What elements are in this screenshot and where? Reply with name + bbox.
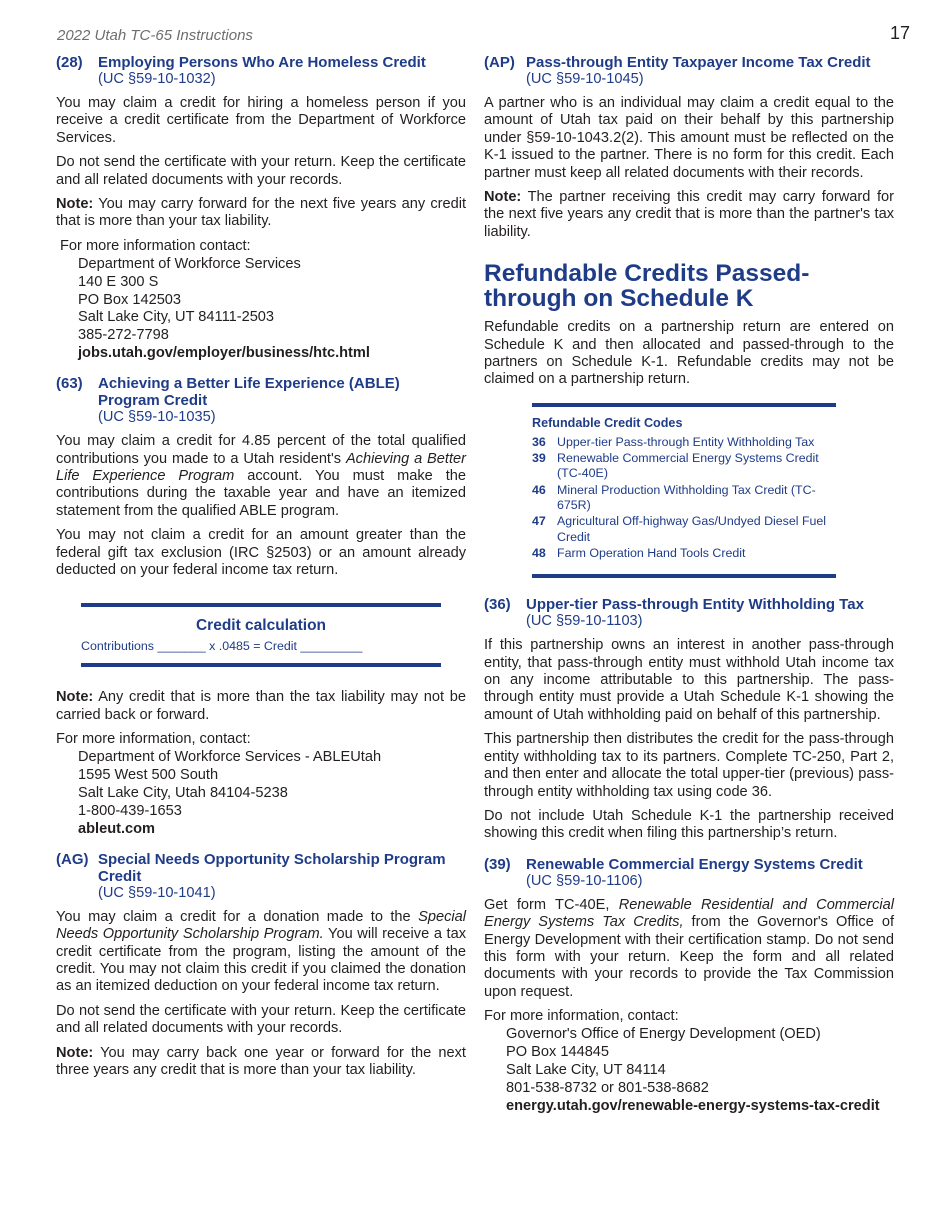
section-code: (28): [56, 54, 83, 71]
contact-line: Governor's Office of Energy Development (OED): [506, 1026, 821, 1043]
text-run: account. You must make the contributions during the taxable year and have an itemized statement from the qualified ABLE program.: [56, 468, 466, 519]
note: [484, 189, 894, 241]
contact-intro: For more information contact:: [60, 237, 251, 254]
section-title-line: Program Credit: [98, 392, 208, 410]
code-label: Renewable Commercial Energy Systems Credit (TC-40E): [557, 451, 819, 481]
code-number: 47: [532, 514, 546, 529]
paragraph: A partner who is an individual may claim a credit equal to the amount of Utah tax paid on their behalf by this partnership under §59-10-1043.2(2). This amount must be reflected on the K-1 issued to the partner. There is no form for this credit. Each partner must keep all related documents with their records.: [484, 95, 894, 181]
note: [56, 1045, 466, 1080]
paragraph: Do not send the certificate with your return. Keep the certificate and all related documents with your records.: [56, 1002, 466, 1037]
note-text: Any credit that is more than the tax liability may not be carried back or forward.: [56, 689, 466, 723]
contact-line: PO Box 142503: [78, 291, 182, 308]
note-label: Note:: [56, 1044, 94, 1061]
section-heading-homeless: [56, 54, 466, 71]
code-number: 46: [532, 482, 546, 497]
codes-title: Refundable Credit Codes: [532, 415, 683, 430]
section-title-line: Special Needs Opportunity Scholarship Program: [98, 850, 446, 868]
text-run: Get form TC-40E,: [484, 896, 619, 913]
code-label: Farm Operation Hand Tools Credit: [557, 545, 746, 560]
section-code: (39): [484, 855, 511, 873]
section-heading-able: [56, 375, 466, 409]
section-title: Upper-tier Pass-through Entity Withholding Tax: [526, 596, 864, 614]
paragraph: [56, 909, 466, 996]
code-row: [532, 435, 836, 450]
code-row: [532, 514, 836, 545]
contact-block: [60, 238, 466, 363]
contact-line: Department of Workforce Services - ABLEUtah: [78, 749, 382, 766]
section-code: (36): [484, 596, 511, 614]
code-number: 36: [532, 434, 546, 449]
section-title-line: Achieving a Better Life Experience (ABLE): [98, 375, 400, 393]
section-citation: (UC §59-10-1103): [526, 613, 643, 630]
code-row: [532, 546, 836, 561]
section-code: (AG): [56, 850, 89, 868]
section-citation: (UC §59-10-1035): [98, 409, 216, 426]
calc-formula: Contributions _______ x .0485 = Credit _________: [81, 639, 363, 654]
section-title-line: Credit: [98, 867, 142, 885]
section-code: (63): [56, 375, 83, 393]
section-heading-ap: [484, 54, 894, 71]
paragraph: [56, 433, 466, 520]
contact-block: [484, 1008, 894, 1115]
note-text: You may carry forward for the next five years any credit that is more than your tax liability.: [56, 196, 466, 230]
contact-line: Salt Lake City, UT 84114: [506, 1061, 666, 1078]
section-title: Renewable Commercial Energy Systems Credit: [526, 855, 863, 873]
contact-line: Salt Lake City, UT 84111-2503: [78, 309, 275, 326]
note-label: Note:: [56, 196, 94, 213]
section-heading-sno: [56, 851, 466, 885]
section-code: (AP): [484, 54, 515, 71]
code-row: [532, 451, 836, 482]
contact-line: 801-538-8732 or 801-538-8682: [506, 1079, 709, 1096]
credit-calculation-box: [81, 603, 441, 667]
program-name: Special Needs Opportunity Scholarship Program.: [56, 908, 466, 943]
code-label: Upper-tier Pass-through Entity Withholding Tax: [557, 434, 815, 449]
section-citation: (UC §59-10-1041): [98, 884, 216, 901]
text-run: You will receive a tax credit certificate from the program, listing the amount of the credit. You may not claim this credit if you claimed the donation as an itemized deduction on your federal income tax return.: [56, 926, 467, 995]
left-column: [56, 54, 466, 1086]
note-text: You may carry back one year or forward for the next three years any credit that is more than your tax liability.: [56, 1044, 466, 1078]
code-number: 48: [532, 545, 546, 560]
section-citation: (UC §59-10-1045): [526, 71, 644, 87]
note-label: Note:: [56, 689, 94, 706]
paragraph: Do not send the certificate with your return. Keep the certificate and all related documents with your records.: [56, 154, 466, 188]
paragraph: You may claim a credit for hiring a homeless person if you receive a credit certificate from the Department of Workforce Services.: [56, 95, 466, 146]
paragraph: Refundable credits on a partnership return are entered on Schedule K and then allocated and passed-through to the partners on Schedule K-1. Refundable credits may not be claimed on a partnership return.: [484, 319, 894, 388]
contact-line: Department of Workforce Services: [78, 255, 301, 272]
code-row: [532, 483, 836, 514]
note: [56, 689, 466, 724]
note: [56, 196, 466, 231]
calc-title: Credit calculation: [195, 617, 327, 635]
contact-block: [56, 731, 466, 838]
text-run: from the Governor's Office of Energy Development with their certification stamp. Do not send this form with your return. Keep the form and all related documents with your records to provide the Tax Commission upon request.: [484, 914, 894, 1000]
contact-intro: For more information, contact:: [56, 731, 251, 748]
section-citation: (UC §59-10-1032): [98, 71, 216, 87]
paragraph: This partnership then distributes the credit for the pass-through entity withholding tax to its partners. Complete TC-250, Part 2, and then enter and allocate the total upper-tier (previous) pass-through entity withholding tax using code 36.: [484, 731, 894, 800]
section-heading-energy: [484, 856, 894, 873]
refundable-credits-heading: Refundable Credits Passed-through on Schedule K: [484, 260, 810, 313]
section-title: Pass-through Entity Taxpayer Income Tax Credit: [526, 54, 871, 71]
contact-line: 385-272-7798: [78, 327, 169, 344]
section-title: Employing Persons Who Are Homeless Credit: [98, 54, 426, 71]
contact-line: 140 E 300 S: [78, 273, 159, 290]
code-label: Mineral Production Withholding Tax Credit (TC-675R): [557, 482, 816, 513]
contact-website-link[interactable]: jobs.utah.gov/employer/business/htc.html: [78, 345, 370, 362]
running-head: 2022 Utah TC-65 Instructions: [57, 27, 253, 44]
paragraph: If this partnership owns an interest in another pass-through entity, that pass-through entity must withhold Utah income tax on any income attributable to this partnership. The pass-through entity must provide a Utah Schedule K-1 showing the amount of Utah withholding paid on behalf of this partnership.: [484, 637, 894, 723]
section-title: [98, 851, 466, 885]
section-citation: (UC §59-10-1106): [526, 872, 643, 889]
right-column: [484, 54, 894, 1122]
code-label: Agricultural Off-highway Gas/Undyed Diesel Fuel Credit: [557, 514, 827, 544]
paragraph: Do not include Utah Schedule K-1 the partnership received showing this credit when filing this partnership’s return.: [484, 807, 894, 842]
section-heading-upper-tier: [484, 596, 894, 613]
code-number: 39: [532, 451, 546, 466]
form-title: Renewable Residential and Commercial Energy Systems Tax Credits,: [484, 896, 894, 931]
note-label: Note:: [484, 189, 522, 206]
refundable-credit-codes-box: [532, 403, 836, 578]
contact-website-link[interactable]: energy.utah.gov/renewable-energy-systems-tax-credit: [506, 1097, 880, 1114]
program-name: Achieving a Better Life Experience Program: [56, 450, 466, 484]
text-run: You may claim a credit for a donation made to the: [56, 908, 419, 925]
contact-line: Salt Lake City, Utah 84104-5238: [78, 784, 288, 801]
contact-line: PO Box 144845: [506, 1043, 610, 1060]
page-number: 17: [889, 23, 910, 43]
paragraph: You may not claim a credit for an amount greater than the federal gift tax exclusion (IRC §2503) or an amount already deducted on your federal income tax return.: [56, 527, 466, 579]
paragraph: [484, 897, 894, 1001]
contact-intro: For more information, contact:: [484, 1008, 679, 1025]
text-run: You may claim a credit for 4.85 percent of the total qualified contributions you made to a Utah resident's: [56, 433, 466, 467]
section-title: [98, 375, 466, 409]
note-text: The partner receiving this credit may carry forward for the next five years any credit that is more than the partner's tax liability.: [484, 189, 894, 240]
contact-website-link[interactable]: ableut.com: [78, 820, 156, 837]
contact-line: 1-800-439-1653: [78, 802, 182, 819]
contact-line: 1595 West 500 South: [78, 767, 219, 784]
